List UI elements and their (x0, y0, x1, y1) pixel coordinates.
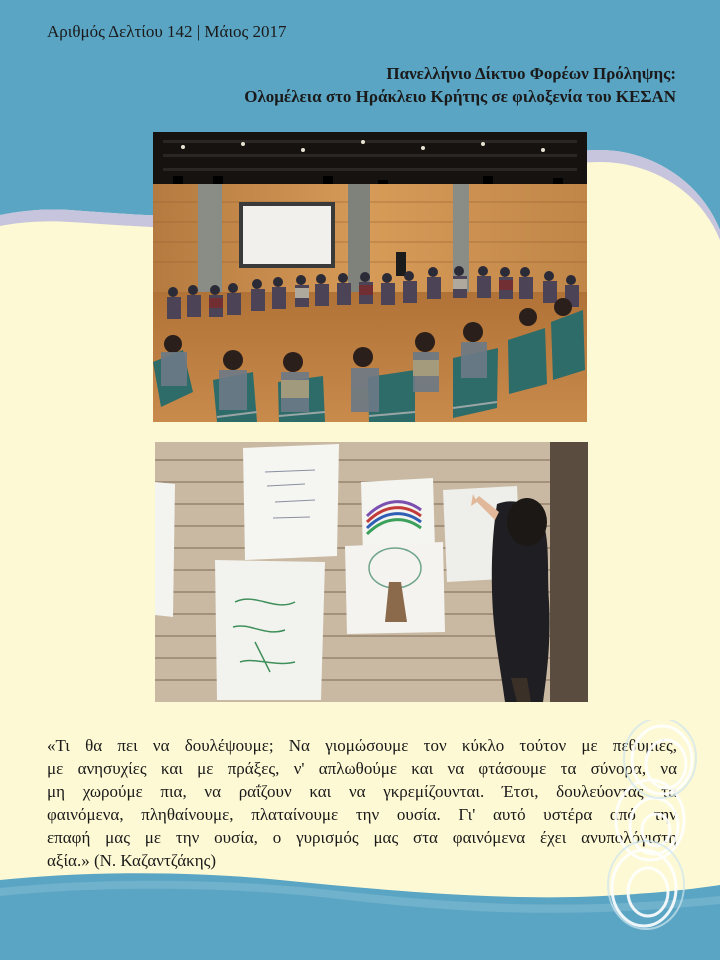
article-title-line1: Πανελλήνιο Δίκτυο Φορέων Πρόληψης: (386, 64, 676, 83)
article-title-line2: Ολομέλεια στο Ηράκλειο Κρήτης σε φιλοξενία του ΚΕΣΑΝ (244, 87, 676, 106)
meeting-hall-photo (153, 132, 587, 422)
quote-line: φαινόμενα, πληθαίνουμε, πλαταίνουμε την ουσία. Γι' αυτό υστέρα από την (47, 805, 677, 824)
article-title (76, 62, 676, 108)
quote-line: μη χωρούμε πια, να ραΐζουν και να γκρεμίζουνται. Έτσι, δουλεύοντας τα (47, 782, 677, 801)
quote-line: «Τι θα πει να δουλέψουμε; Να γιομώσουμε τον κύκλο τούτον με πεθυμιές, (47, 736, 677, 755)
issue-line: Αριθμός Δελτίου 142 | Μάιος 2017 (47, 22, 287, 41)
posters-wall-photo (155, 442, 588, 702)
kazantzakis-quote (47, 734, 677, 872)
quote-line: αξία.» (Ν. Καζαντζάκης) (47, 851, 216, 870)
quote-line: με ανησυχίες και με πράξες, ν' απλωθούμε και να φτάσουμε τα σύνορα, να (47, 759, 677, 778)
decorative-swirl (600, 720, 720, 940)
quote-line: επαφή μας με την ουσία, ο γυρισμός μας στα φαινόμενα έχει ανυπολόγιστη (47, 828, 677, 847)
